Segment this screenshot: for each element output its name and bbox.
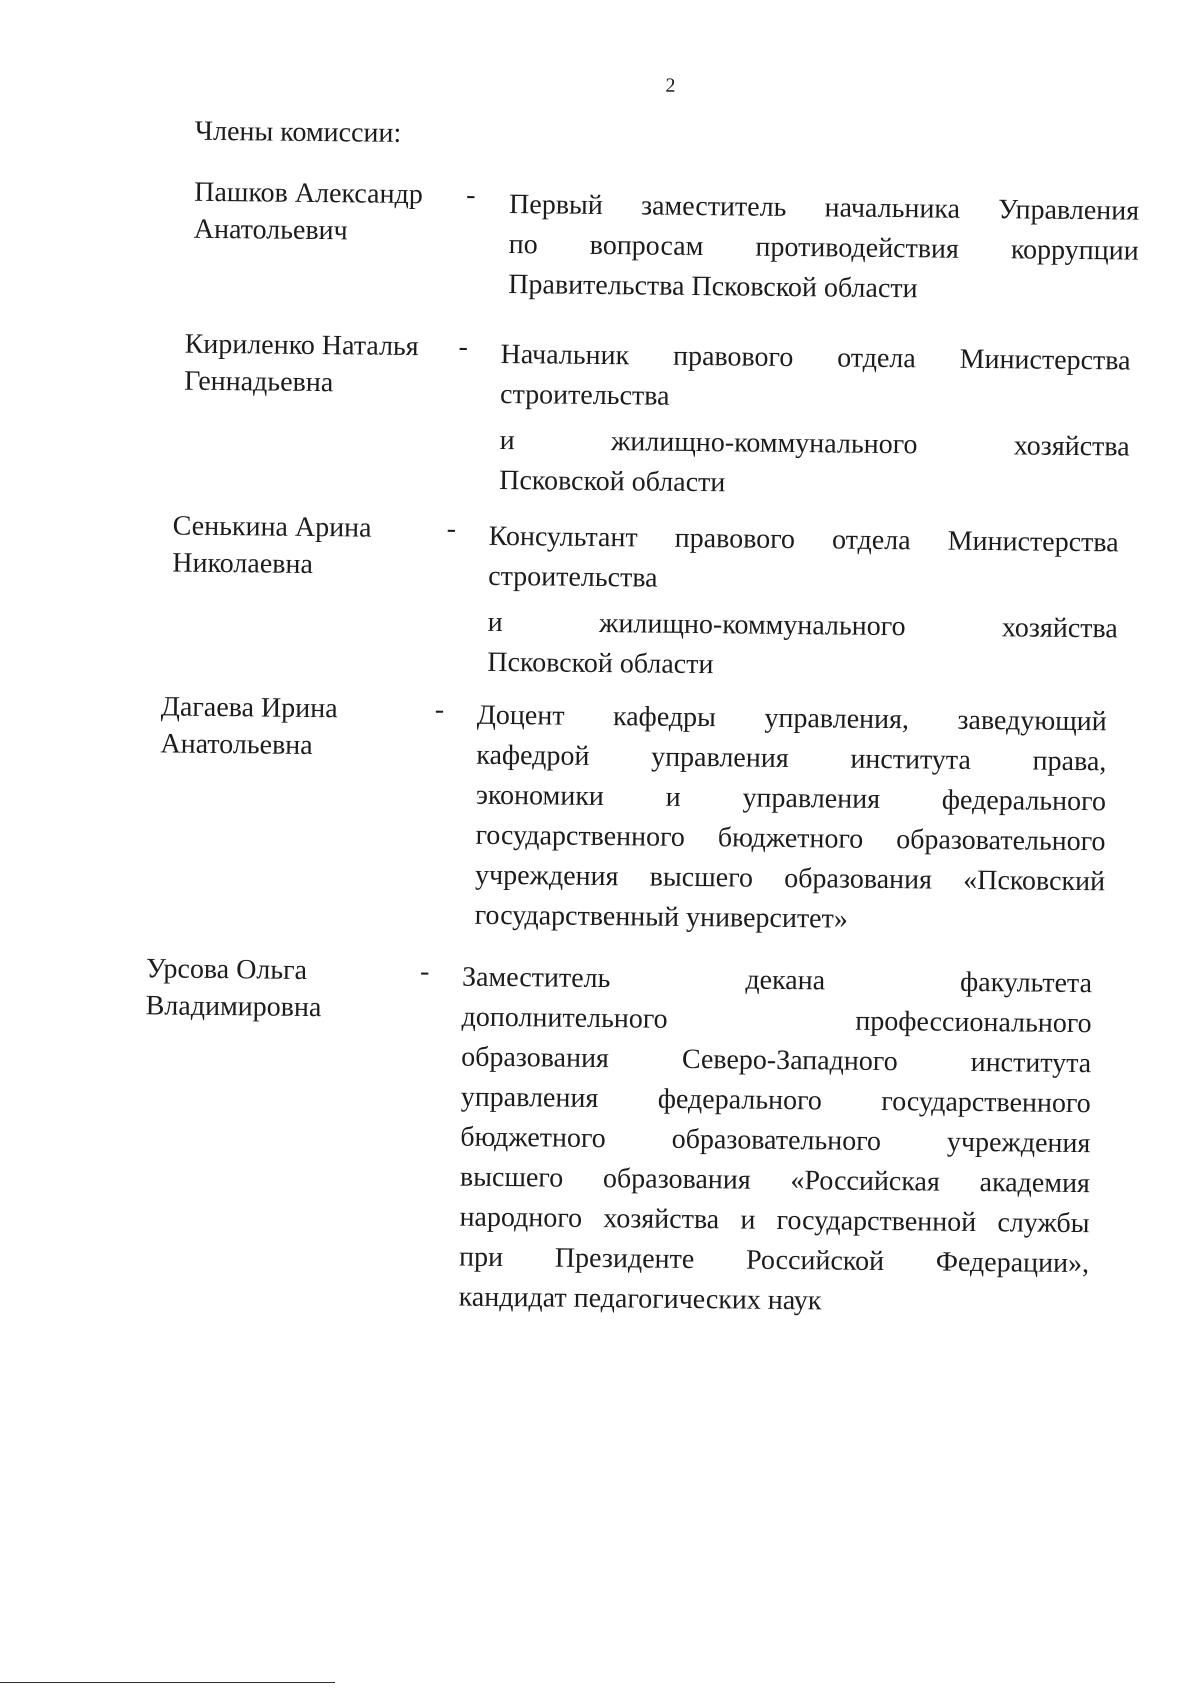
member-role-line: Заместитель декана факультета xyxy=(461,961,1093,1000)
member-role-line: Первый заместитель начальника Управления xyxy=(508,189,1140,227)
member-name xyxy=(160,688,431,765)
member-role-line: государственный университет» xyxy=(474,899,848,935)
member-entry xyxy=(1,506,1200,681)
member-role-line: учреждения высшего образования «Псковский xyxy=(474,859,1106,898)
member-role-line: и жилищно-коммунального хозяйства xyxy=(499,424,1130,463)
member-name-line: Николаевна xyxy=(172,547,314,580)
member-name-line: Дагаева Ирина xyxy=(160,691,338,725)
member-name-line: Урсова Ольга xyxy=(145,953,308,986)
member-role-line: бюджетного образовательного учреждения xyxy=(460,1121,1091,1160)
member-role-line: управления федерального государственного xyxy=(460,1081,1091,1120)
member-role-line: Псковской области xyxy=(499,464,726,499)
member-entry xyxy=(3,324,1200,499)
member-role-line: Начальник правового отдела Министерства xyxy=(500,338,1131,377)
member-role-line: образования Северо-Западного института xyxy=(461,1041,1092,1080)
member-dash: - xyxy=(419,956,430,988)
member-name-line: Кириленко Наталья xyxy=(184,328,419,363)
section-title: Члены комиссии: xyxy=(194,115,402,149)
member-role xyxy=(499,335,1131,508)
member-role-line: строительства xyxy=(499,378,670,412)
member-name-line: Анатольевна xyxy=(160,728,313,761)
member-role-line: Псковской области xyxy=(487,646,714,681)
member-role-line: Правительства Псковской области xyxy=(508,269,918,305)
member-name xyxy=(146,950,417,1027)
member-role xyxy=(474,696,1106,943)
page-number: 2 xyxy=(665,74,676,97)
member-role-line: народного хозяйства и государственной службы xyxy=(459,1201,1090,1240)
member-role-line: дополнительного профессионального xyxy=(461,1001,1092,1040)
member-dash: - xyxy=(466,179,476,211)
member-dash: - xyxy=(434,694,445,726)
member-role xyxy=(458,958,1092,1325)
footer-rule xyxy=(0,1682,335,1683)
member-role-line: при Президенте Российской Федерации», xyxy=(458,1241,1090,1280)
member-role-line: и жилищно-коммунального хозяйства xyxy=(487,606,1118,645)
member-dash: - xyxy=(446,513,457,545)
member-role-line: строительства xyxy=(488,560,658,594)
member-name-line: Пашков Александр xyxy=(194,176,423,211)
member-role-line: Консультант правового отдела Министерства xyxy=(488,520,1119,559)
member-name-line: Владимировна xyxy=(145,990,322,1024)
member-dash: - xyxy=(458,331,469,363)
member-name-line: Геннадьевна xyxy=(184,365,334,399)
member-role-line: кандидат педагогических наук xyxy=(458,1281,822,1317)
member-role-line: кафедрой управления института права, xyxy=(476,739,1107,778)
member-name xyxy=(184,326,455,403)
member-entry xyxy=(0,949,1196,1317)
member-name xyxy=(194,174,465,251)
member-name-line: Анатольевич xyxy=(193,213,348,247)
member-role-line: экономики и управления федерального xyxy=(475,779,1107,818)
member-role-line: Доцент кафедры управления, заведующий xyxy=(476,699,1107,738)
member-role xyxy=(487,517,1119,690)
member-role xyxy=(508,185,1139,312)
member-role-line: по вопросам противодействия коррупции xyxy=(508,229,1139,267)
member-entry xyxy=(0,687,1199,935)
member-name-line: Сенькина Арина xyxy=(172,510,372,544)
member-entry xyxy=(4,172,1200,305)
member-role-line: высшего образования «Российская академия xyxy=(459,1161,1091,1200)
member-role-line: государственного бюджетного образовательного xyxy=(475,819,1106,858)
member-name xyxy=(172,508,443,585)
